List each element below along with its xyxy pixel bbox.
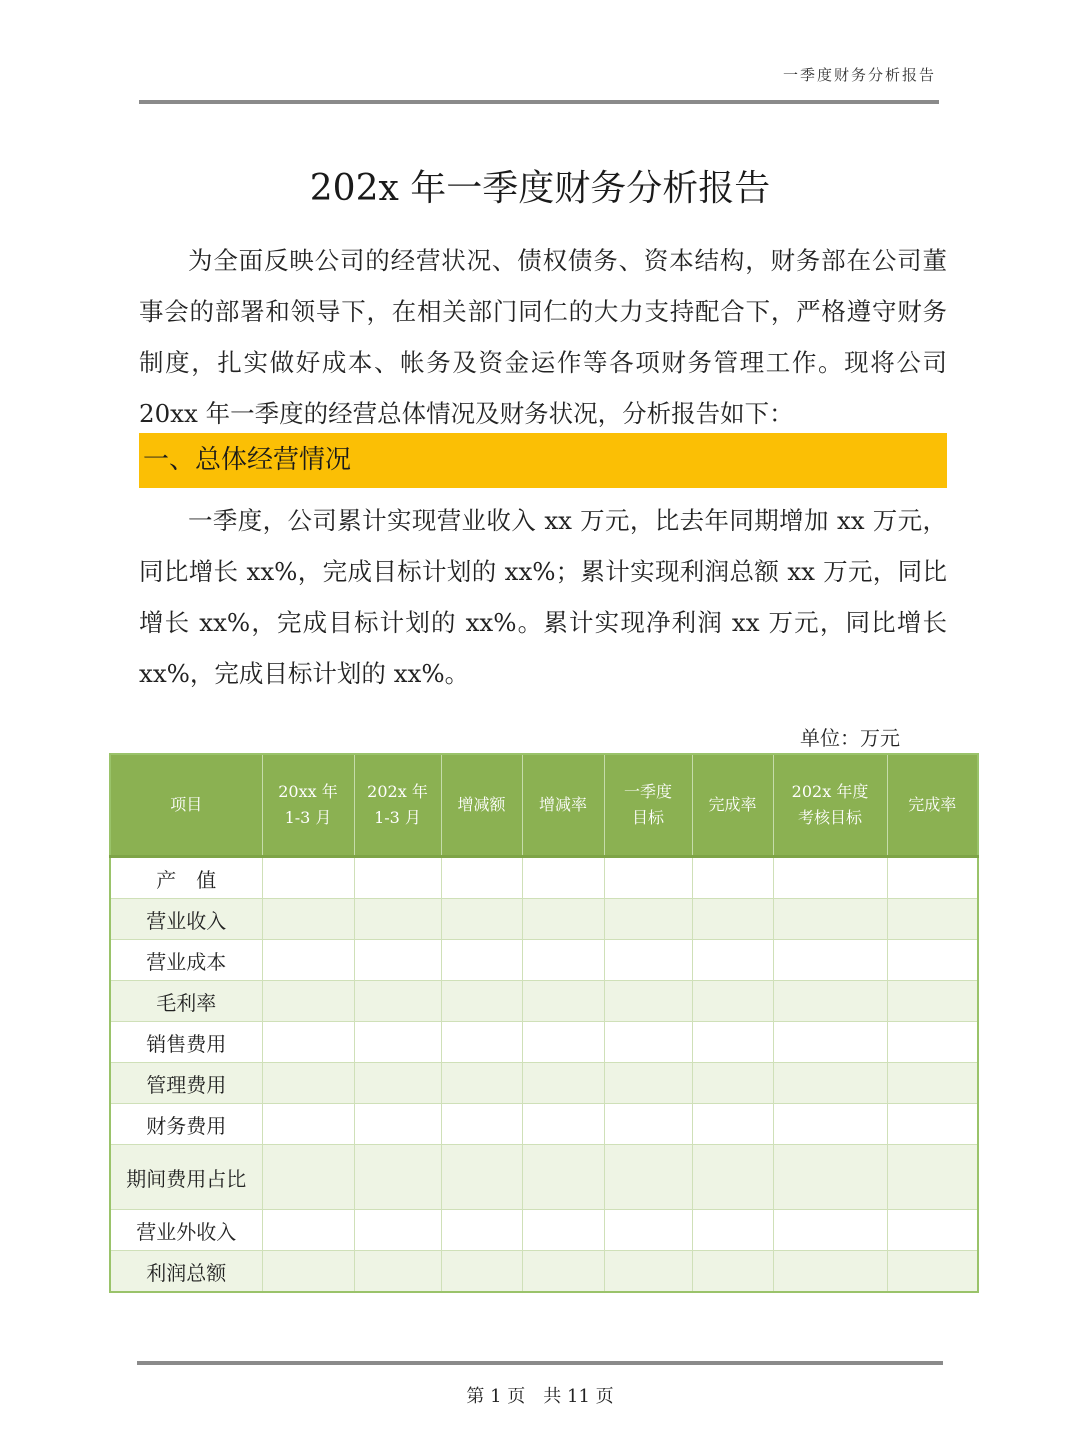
running-header: 一季度财务分析报告 bbox=[782, 66, 936, 84]
table-row bbox=[110, 1063, 978, 1104]
table-row bbox=[110, 1022, 978, 1063]
table-cell bbox=[887, 1063, 978, 1104]
table-cell bbox=[887, 899, 978, 940]
header-cell bbox=[354, 754, 441, 857]
table-cell bbox=[692, 857, 773, 899]
header-cell bbox=[773, 754, 887, 857]
table-cell bbox=[604, 981, 692, 1022]
table-cell bbox=[773, 899, 887, 940]
table-cell bbox=[262, 1022, 354, 1063]
table-cell bbox=[773, 857, 887, 899]
header-cell bbox=[887, 754, 978, 857]
header-cell-line: 完成率 bbox=[708, 795, 757, 814]
table-cell bbox=[773, 1145, 887, 1210]
header-cell-line: 202x 年 bbox=[367, 782, 428, 801]
financial-table bbox=[109, 753, 979, 1293]
table-cell bbox=[441, 1210, 522, 1251]
table-cell bbox=[441, 1145, 522, 1210]
header-cell bbox=[441, 754, 522, 857]
table-cell bbox=[692, 1104, 773, 1145]
table-cell bbox=[441, 981, 522, 1022]
table-cell bbox=[604, 1145, 692, 1210]
table-cell bbox=[887, 1022, 978, 1063]
table-cell bbox=[354, 1210, 441, 1251]
table-cell bbox=[441, 1063, 522, 1104]
table-cell bbox=[773, 1063, 887, 1104]
table-cell bbox=[441, 1104, 522, 1145]
table-row bbox=[110, 1145, 978, 1210]
row-label: 营业成本 bbox=[110, 940, 262, 981]
table-cell bbox=[354, 940, 441, 981]
section-body-paragraph: 一季度，公司累计实现营业收入 xx 万元，比去年同期增加 xx 万元，同比增长 xx%，完成目标计划的 xx%；累计实现利润总额 xx 万元，同比增长 xx%，完成目标计划的 xx%。累计实现净利润 xx 万元，同比增长 xx%，完成目标计划的 xx%。 bbox=[139, 506, 947, 688]
table-cell bbox=[262, 981, 354, 1022]
table-cell bbox=[604, 940, 692, 981]
table-cell bbox=[604, 899, 692, 940]
table-cell bbox=[262, 1251, 354, 1293]
table-cell bbox=[262, 1063, 354, 1104]
header-cell-line: 1-3 月 bbox=[374, 808, 421, 827]
table-cell bbox=[887, 1251, 978, 1293]
table-cell bbox=[692, 1145, 773, 1210]
table-row bbox=[110, 899, 978, 940]
header-cell-line: 一季度 bbox=[623, 782, 672, 801]
table-cell bbox=[692, 1251, 773, 1293]
row-label: 营业外收入 bbox=[110, 1210, 262, 1251]
header-cell bbox=[692, 754, 773, 857]
table-header-row bbox=[110, 754, 978, 857]
header-cell-line: 考核目标 bbox=[797, 808, 862, 827]
table-cell bbox=[441, 857, 522, 899]
table-cell bbox=[354, 899, 441, 940]
table-cell bbox=[692, 899, 773, 940]
header-cell-line: 完成率 bbox=[908, 795, 957, 814]
header-cell-line: 1-3 月 bbox=[284, 808, 332, 827]
table-cell bbox=[354, 1145, 441, 1210]
table-cell bbox=[604, 1104, 692, 1145]
table-row bbox=[110, 1104, 978, 1145]
row-label: 毛利率 bbox=[110, 981, 262, 1022]
row-label: 期间费用占比 bbox=[110, 1145, 262, 1210]
table-cell bbox=[887, 1210, 978, 1251]
row-label: 产 值 bbox=[110, 857, 262, 899]
table-cell bbox=[441, 940, 522, 981]
table-cell bbox=[441, 899, 522, 940]
table-cell bbox=[354, 857, 441, 899]
table-cell bbox=[441, 1022, 522, 1063]
table-cell bbox=[354, 981, 441, 1022]
table-cell bbox=[604, 1063, 692, 1104]
table-row bbox=[110, 981, 978, 1022]
table-cell bbox=[354, 1063, 441, 1104]
table-cell bbox=[692, 940, 773, 981]
header-cell-line: 目标 bbox=[631, 808, 664, 827]
table-cell bbox=[692, 1063, 773, 1104]
table-cell bbox=[522, 1145, 604, 1210]
header-cell bbox=[262, 754, 354, 857]
row-label: 营业收入 bbox=[110, 899, 262, 940]
table-cell bbox=[354, 1251, 441, 1293]
header-cell bbox=[522, 754, 604, 857]
table-cell bbox=[887, 1104, 978, 1145]
table-cell bbox=[604, 1022, 692, 1063]
table-cell bbox=[522, 899, 604, 940]
header-cell-line: 20xx 年 bbox=[278, 782, 338, 801]
table-cell bbox=[522, 1022, 604, 1063]
table-cell bbox=[773, 1210, 887, 1251]
table-row bbox=[110, 940, 978, 981]
table-row bbox=[110, 1210, 978, 1251]
table-cell bbox=[773, 1251, 887, 1293]
table-cell bbox=[773, 1104, 887, 1145]
table-cell bbox=[692, 1210, 773, 1251]
table-cell bbox=[262, 1210, 354, 1251]
table-cell bbox=[522, 1063, 604, 1104]
page-number: 第 1 页 共 11 页 bbox=[466, 1386, 614, 1407]
footer-divider bbox=[137, 1361, 943, 1365]
table-cell bbox=[604, 1251, 692, 1293]
table-cell bbox=[887, 1145, 978, 1210]
intro-paragraph: 为全面反映公司的经营状况、债权债务、资本结构，财务部在公司董事会的部署和领导下，在相关部门同仁的大力支持配合下，严格遵守财务制度，扎实做好成本、帐务及资金运作等各项财务管理工作。现将公司 20xx 年一季度的经营总体情况及财务状况，分析报告如下： bbox=[139, 246, 947, 428]
table-cell bbox=[354, 1104, 441, 1145]
header-cell-line: 202x 年度 bbox=[791, 782, 869, 801]
table-cell bbox=[692, 1022, 773, 1063]
document-title: 202x 年一季度财务分析报告 bbox=[309, 168, 771, 209]
table-cell bbox=[522, 981, 604, 1022]
row-label: 管理费用 bbox=[110, 1063, 262, 1104]
table-cell bbox=[441, 1251, 522, 1293]
table-cell bbox=[262, 940, 354, 981]
table-cell bbox=[773, 981, 887, 1022]
header-cell-line: 增减率 bbox=[538, 795, 587, 814]
row-label: 利润总额 bbox=[110, 1251, 262, 1293]
table-cell bbox=[522, 1251, 604, 1293]
table-cell bbox=[262, 1145, 354, 1210]
table-row bbox=[110, 1251, 978, 1293]
header-cell-line: 项目 bbox=[170, 795, 203, 814]
table-row bbox=[110, 857, 978, 899]
header-cell bbox=[604, 754, 692, 857]
table-cell bbox=[604, 857, 692, 899]
table-cell bbox=[887, 857, 978, 899]
row-label: 销售费用 bbox=[110, 1022, 262, 1063]
unit-label: 单位：万元 bbox=[800, 726, 900, 750]
table-cell bbox=[604, 1210, 692, 1251]
table-cell bbox=[262, 899, 354, 940]
table-cell bbox=[354, 1022, 441, 1063]
header-divider bbox=[139, 100, 939, 104]
header-cell bbox=[110, 754, 262, 857]
table-cell bbox=[522, 1104, 604, 1145]
table-cell bbox=[887, 940, 978, 981]
table-cell bbox=[773, 940, 887, 981]
section-heading: 一、总体经营情况 bbox=[143, 445, 352, 475]
table-cell bbox=[692, 981, 773, 1022]
row-label: 财务费用 bbox=[110, 1104, 262, 1145]
table-cell bbox=[887, 981, 978, 1022]
table-cell bbox=[773, 1022, 887, 1063]
header-cell-line: 增减额 bbox=[457, 795, 506, 814]
table-cell bbox=[262, 1104, 354, 1145]
table-cell bbox=[262, 857, 354, 899]
table-cell bbox=[522, 857, 604, 899]
table-cell bbox=[522, 1210, 604, 1251]
table-cell bbox=[522, 940, 604, 981]
